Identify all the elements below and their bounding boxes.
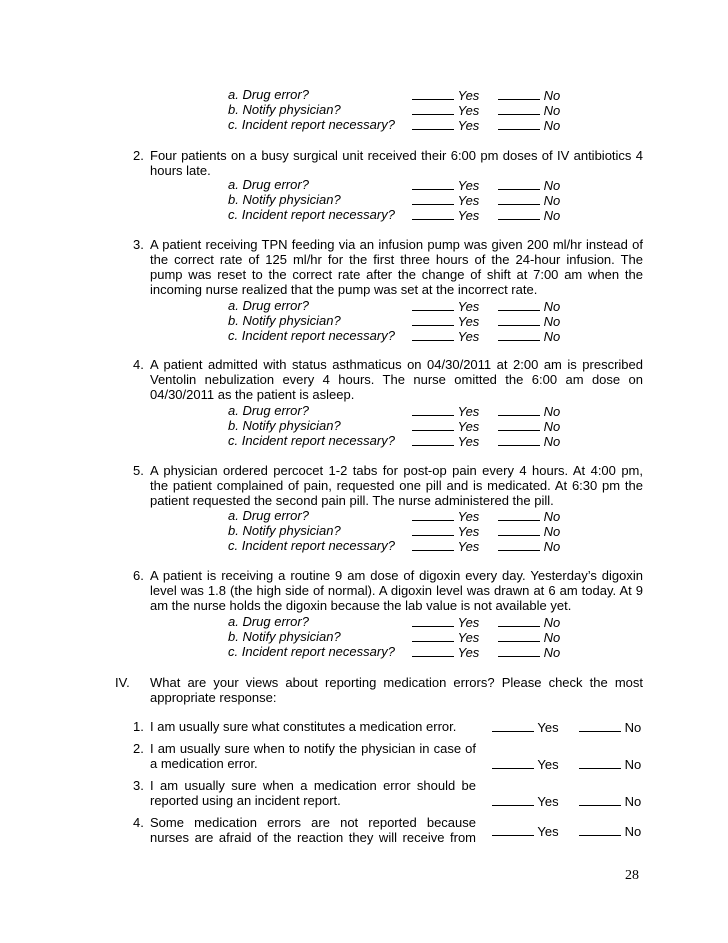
yes-label: Yes <box>457 329 480 344</box>
q1-incident-no-row <box>498 117 560 133</box>
q2-notify-no-blank[interactable] <box>498 192 540 205</box>
q5-notify-yes-blank[interactable] <box>412 523 454 536</box>
q5-incident-yes-blank[interactable] <box>412 538 454 551</box>
q1-drug-error-no-blank[interactable] <box>498 87 540 100</box>
no-label: No <box>543 404 561 419</box>
question-text-line: pump was reset to the correct rate after the change of shift at 7:00 am when the <box>150 267 643 282</box>
q2-drug-error-no-row <box>498 177 560 193</box>
q1-notify-no-label: No <box>543 103 561 118</box>
q3-incident-no-blank[interactable] <box>498 328 540 341</box>
q3-incident-yes-row <box>412 328 479 344</box>
q6-notify-yes-blank[interactable] <box>412 629 454 642</box>
q3-incident-no-row <box>498 328 560 344</box>
section-intro-line: appropriate response: <box>150 690 277 705</box>
page-number: 28 <box>625 868 639 883</box>
item-number: 2. <box>133 741 144 756</box>
question-number: 5. <box>133 463 144 478</box>
yes-label: Yes <box>457 178 480 193</box>
item-text-line: Some medication errors are not reported because <box>150 815 476 830</box>
yes-label: Yes <box>537 824 559 839</box>
item-text-line: I am usually sure what constitutes a medication error. <box>150 719 457 734</box>
q1-drug-error-label: a. Drug error? <box>228 87 309 102</box>
q3-notify-physician-label: b. Notify physician? <box>228 313 341 328</box>
question-number: 6. <box>133 568 144 583</box>
no-label: No <box>624 794 642 809</box>
q1-incident-yes-blank[interactable] <box>412 117 454 130</box>
q6-notify-yes-row <box>412 629 479 645</box>
question-text-line: Four patients on a busy surgical unit received their 6:00 pm doses of IV antibiotics 4 <box>150 148 643 163</box>
yes-label: Yes <box>457 404 480 419</box>
item-text-line: I am usually sure when a medication error should be <box>150 778 476 793</box>
no-label: No <box>543 539 561 554</box>
q3-incident-yes-blank[interactable] <box>412 328 454 341</box>
q2-drug-error-yes-blank[interactable] <box>412 177 454 190</box>
question-text-line: A patient receiving TPN feeding via an infusion pump was given 200 ml/hr instead of <box>150 237 643 252</box>
q5-incident-no-blank[interactable] <box>498 538 540 551</box>
q1-notify-no-blank[interactable] <box>498 102 540 115</box>
question-number: 2. <box>133 148 144 163</box>
q1-incident-yes-label: Yes <box>457 118 480 133</box>
q6-incident-yes-blank[interactable] <box>412 644 454 657</box>
q1-notify-physician-label: b. Notify physician? <box>228 102 341 117</box>
q2-notify-no-row <box>498 192 560 208</box>
q3-notify-no-row <box>498 313 560 329</box>
item1-no-row <box>579 719 641 735</box>
q5-incident-report-label: c. Incident report necessary? <box>228 538 395 553</box>
q2-incident-yes-blank[interactable] <box>412 207 454 220</box>
q4-drug-error-label: a. Drug error? <box>228 403 309 418</box>
question-text-line: patient requested the second pain pill. The nurse administered the pill. <box>150 493 554 508</box>
no-label: No <box>543 524 561 539</box>
item4-yes-row <box>492 823 559 839</box>
yes-label: Yes <box>457 539 480 554</box>
yes-label: Yes <box>457 524 480 539</box>
q6-notify-physician-label: b. Notify physician? <box>228 629 341 644</box>
q3-notify-yes-blank[interactable] <box>412 313 454 326</box>
yes-label: Yes <box>457 434 480 449</box>
q3-drug-error-no-blank[interactable] <box>498 298 540 311</box>
yes-label: Yes <box>457 208 480 223</box>
section-numeral: IV. <box>115 675 130 690</box>
item3-yes-row <box>492 793 559 809</box>
q6-incident-report-label: c. Incident report necessary? <box>228 644 395 659</box>
q1-drug-error-no-row <box>498 87 560 103</box>
q3-incident-report-label: c. Incident report necessary? <box>228 328 395 343</box>
no-label: No <box>543 645 561 660</box>
item2-no-blank[interactable] <box>579 756 621 769</box>
item4-yes-blank[interactable] <box>492 823 534 836</box>
q4-notify-no-row <box>498 418 560 434</box>
q5-notify-yes-row <box>412 523 479 539</box>
q1-incident-no-label: No <box>543 118 561 133</box>
q4-drug-error-no-row <box>498 403 560 419</box>
q5-notify-physician-label: b. Notify physician? <box>228 523 341 538</box>
question-text-line: the patient complained of pain, requested one pill and is medicated. At 6:30 pm the <box>150 478 643 493</box>
no-label: No <box>543 193 561 208</box>
no-label: No <box>543 178 561 193</box>
question-text-line: 04/30/2011 as the patient is asleep. <box>150 387 355 402</box>
yes-label: Yes <box>457 630 480 645</box>
q4-incident-no-blank[interactable] <box>498 433 540 446</box>
item-text-line: nurses are afraid of the reaction they will receive from <box>150 830 476 845</box>
item-text-line: a medication error. <box>150 756 258 771</box>
q6-incident-yes-row <box>412 644 479 660</box>
no-label: No <box>624 824 642 839</box>
item-number: 3. <box>133 778 144 793</box>
q2-drug-error-no-blank[interactable] <box>498 177 540 190</box>
item1-no-blank[interactable] <box>579 719 621 732</box>
q6-drug-error-no-row <box>498 614 560 630</box>
q3-notify-yes-row <box>412 313 479 329</box>
q6-incident-no-row <box>498 644 560 660</box>
q4-notify-no-blank[interactable] <box>498 418 540 431</box>
q4-notify-physician-label: b. Notify physician? <box>228 418 341 433</box>
yes-label: Yes <box>457 645 480 660</box>
no-label: No <box>624 720 642 735</box>
yes-label: Yes <box>457 193 480 208</box>
q4-notify-yes-row <box>412 418 479 434</box>
q2-incident-yes-row <box>412 207 479 223</box>
q5-incident-yes-row <box>412 538 479 554</box>
q3-drug-error-no-row <box>498 298 560 314</box>
yes-label: Yes <box>537 794 559 809</box>
no-label: No <box>543 630 561 645</box>
q5-notify-no-blank[interactable] <box>498 523 540 536</box>
no-label: No <box>543 329 561 344</box>
q1-incident-yes-row <box>412 117 479 133</box>
no-label: No <box>624 757 642 772</box>
q1-drug-error-yes-blank[interactable] <box>412 87 454 100</box>
item4-no-row <box>579 823 641 839</box>
q2-notify-yes-row <box>412 192 479 208</box>
q6-drug-error-label: a. Drug error? <box>228 614 309 629</box>
q5-drug-error-yes-row <box>412 508 479 524</box>
q4-notify-yes-blank[interactable] <box>412 418 454 431</box>
no-label: No <box>543 208 561 223</box>
q3-drug-error-label: a. Drug error? <box>228 298 309 313</box>
q2-drug-error-yes-row <box>412 177 479 193</box>
q1-notify-yes-label: Yes <box>457 103 480 118</box>
q1-notify-yes-blank[interactable] <box>412 102 454 115</box>
item2-yes-row <box>492 756 559 772</box>
q1-incident-no-blank[interactable] <box>498 117 540 130</box>
no-label: No <box>543 434 561 449</box>
no-label: No <box>543 419 561 434</box>
q1-notify-no-row <box>498 102 560 118</box>
question-text-line: A physician ordered percocet 1-2 tabs for post-op pain every 4 hours. At 4:00 pm, <box>150 463 643 478</box>
q2-notify-yes-blank[interactable] <box>412 192 454 205</box>
q1-notify-yes-row <box>412 102 479 118</box>
q2-incident-report-label: c. Incident report necessary? <box>228 207 395 222</box>
question-number: 3. <box>133 237 144 252</box>
q2-drug-error-label: a. Drug error? <box>228 177 309 192</box>
q4-incident-yes-blank[interactable] <box>412 433 454 446</box>
q5-drug-error-no-row <box>498 508 560 524</box>
q1-drug-error-yes-label: Yes <box>457 88 480 103</box>
q5-drug-error-yes-blank[interactable] <box>412 508 454 521</box>
q6-notify-no-row <box>498 629 560 645</box>
q1-drug-error-no-label: No <box>543 88 561 103</box>
q6-drug-error-no-blank[interactable] <box>498 614 540 627</box>
item1-yes-blank[interactable] <box>492 719 534 732</box>
item3-no-blank[interactable] <box>579 793 621 806</box>
q4-drug-error-yes-blank[interactable] <box>412 403 454 416</box>
item3-yes-blank[interactable] <box>492 793 534 806</box>
q3-drug-error-yes-blank[interactable] <box>412 298 454 311</box>
no-label: No <box>543 509 561 524</box>
q3-drug-error-yes-row <box>412 298 479 314</box>
yes-label: Yes <box>537 720 559 735</box>
no-label: No <box>543 615 561 630</box>
yes-label: Yes <box>457 299 480 314</box>
q2-incident-no-blank[interactable] <box>498 207 540 220</box>
item2-yes-blank[interactable] <box>492 756 534 769</box>
question-text-line: Ventolin nebulization every 4 hours. The nurse omitted the 6:00 am dose on <box>150 372 643 387</box>
yes-label: Yes <box>457 314 480 329</box>
q5-drug-error-no-blank[interactable] <box>498 508 540 521</box>
q5-drug-error-label: a. Drug error? <box>228 508 309 523</box>
q2-notify-physician-label: b. Notify physician? <box>228 192 341 207</box>
item1-yes-row <box>492 719 559 735</box>
q1-incident-report-label: c. Incident report necessary? <box>228 117 395 132</box>
question-text-line: am the nurse holds the digoxin because the lab value is not available yet. <box>150 598 572 613</box>
question-text-line: A patient admitted with status asthmaticus on 04/30/2011 at 2:00 am is prescribed <box>150 357 643 372</box>
q6-notify-no-blank[interactable] <box>498 629 540 642</box>
yes-label: Yes <box>537 757 559 772</box>
q4-incident-report-label: c. Incident report necessary? <box>228 433 395 448</box>
question-text-line: level was 1.8 (the high side of normal). A digoxin level was drawn at 6 am today. At 9 <box>150 583 643 598</box>
question-number: 4. <box>133 357 144 372</box>
item-number: 4. <box>133 815 144 830</box>
item-text-line: I am usually sure when to notify the physician in case of <box>150 741 476 756</box>
q3-notify-no-blank[interactable] <box>498 313 540 326</box>
item4-no-blank[interactable] <box>579 823 621 836</box>
yes-label: Yes <box>457 509 480 524</box>
no-label: No <box>543 299 561 314</box>
item3-no-row <box>579 793 641 809</box>
q4-incident-yes-row <box>412 433 479 449</box>
item2-no-row <box>579 756 641 772</box>
q2-incident-no-row <box>498 207 560 223</box>
q5-incident-no-row <box>498 538 560 554</box>
q4-drug-error-yes-row <box>412 403 479 419</box>
q6-drug-error-yes-row <box>412 614 479 630</box>
q4-drug-error-no-blank[interactable] <box>498 403 540 416</box>
no-label: No <box>543 314 561 329</box>
q6-drug-error-yes-blank[interactable] <box>412 614 454 627</box>
question-text-line: the correct rate of 125 ml/hr for the first three hours of the 24-hour infusion. The <box>150 252 643 267</box>
yes-label: Yes <box>457 419 480 434</box>
section-intro-line: What are your views about reporting medication errors? Please check the most <box>150 675 643 690</box>
q4-incident-no-row <box>498 433 560 449</box>
yes-label: Yes <box>457 615 480 630</box>
item-text-line: reported using an incident report. <box>150 793 341 808</box>
question-text-line: A patient is receiving a routine 9 am dose of digoxin every day. Yesterday’s digoxin <box>150 568 643 583</box>
q6-incident-no-blank[interactable] <box>498 644 540 657</box>
q1-drug-error-yes-row <box>412 87 479 103</box>
item-number: 1. <box>133 719 144 734</box>
question-text-line: incoming nurse realized that the pump was set at the incorrect rate. <box>150 282 538 297</box>
q5-notify-no-row <box>498 523 560 539</box>
question-text-line: hours late. <box>150 163 211 178</box>
